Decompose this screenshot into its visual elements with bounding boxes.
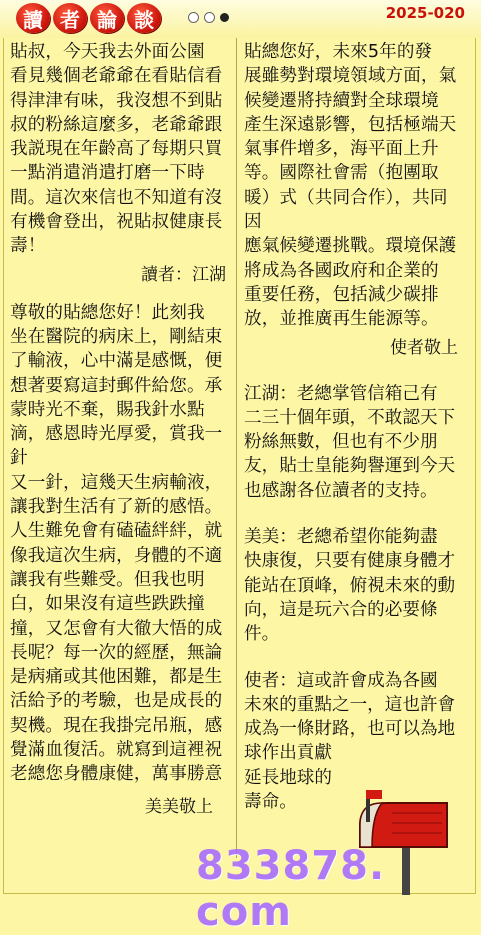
- title-char: 論: [90, 3, 124, 33]
- letter-2: 尊敬的貼總您好！此刻我 坐在醫院的病床上，剛結束 了輸液，心中滿是感慨，便 想著要寫這封郵件給您。承 蒙時光不棄，賜我針水點 滴，感恩時光厚愛，賞我一針 又一針，這幾天生病輸液， 讓我對生活有了新的感悟。 人生難免會有磕磕絆絆，就 像我這次生病，身體的不適 讓我有些難受。但我也明 白，如果沒有這些跌跌撞 撞，又怎會有大徹大悟的成 長呢？每一次的經歷，無論 是病痛或其他困難，都是生 活給予的考驗，也是成長的 契機。現在我掛完吊瓶，感 覺滿血復活。就寫到這裡祝 老總您身體康健，萬事勝意: [10, 302, 223, 785]
- section-title: [16, 3, 161, 33]
- title-char: 談: [127, 3, 161, 33]
- dot-icon: [204, 12, 215, 23]
- title-char: 者: [53, 3, 87, 33]
- letter-1: 貼叔，今天我去外面公園 看見幾個老爺爺在看貼信看 得津津有味，我沒想不到貼 叔的粉絲這麼多，老爺爺跟 我説現在年齡高了每期只買 一點消遣消遣打磨一下時 間。這次來信也不知道有沒 有機會登出，祝貼叔健康長 壽！: [10, 42, 223, 257]
- column-divider: [236, 38, 237, 858]
- header: [0, 0, 481, 38]
- dot-icon: [188, 12, 199, 23]
- decorative-dots: [188, 12, 229, 23]
- letter-3: 貼總您好，未來5年的發 展雖勢對環境領域方面，氣 候變遷將持續對全球環境 產生深遠影響，包括極端天 氣事件增多，海平面上升 等。國際社會需（抱團取 暖）式（共同合作），共同因 應氣候變遷挑戰。環境保護 將成為各國政府和企業的 重要任務，包括減少碳排 放，並推廣再生能源等。: [244, 42, 457, 330]
- reply-meimei: 美美：老總希望你能夠盡 快康復，只要有健康身體才 能站在頂峰，俯視未來的動 向，這是玩六合的必要條 件。: [244, 527, 456, 645]
- dot-filled-icon: [220, 13, 229, 22]
- reply-shizhe: 使者：這或許會成為各國 未來的重點之一，這也許會 成為一條財路，也可以為地 球作出貢獻 延長地球的 壽命。: [244, 670, 456, 813]
- watermark: 833878. com: [196, 843, 386, 935]
- right-column: [244, 40, 464, 814]
- letter-1-signature: 讀者：江湖: [141, 264, 226, 285]
- left-column: [10, 40, 232, 787]
- letter-3-signature: 使者敬上: [390, 337, 458, 358]
- title-char: 讀: [16, 3, 50, 33]
- letter-2-signature: 美美敬上: [145, 797, 213, 817]
- reply-jianghu: 江湖：老總掌管信箱己有 二三十個年頭，不敢認天下 粉絲無數，但也有不少朋 友，貼士皇能夠譽運到今天 也感謝各位讀者的支持。: [244, 383, 456, 501]
- issue-number: 2025-020: [385, 4, 465, 22]
